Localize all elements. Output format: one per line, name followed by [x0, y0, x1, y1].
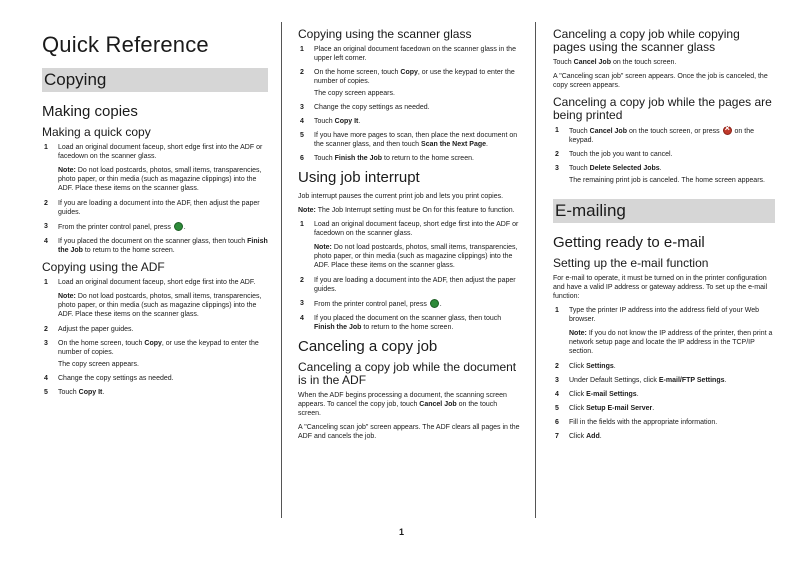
paragraph: When the ADF begins processing a document, the scanning screen appears. To cancel the copy job, touch Cancel Job on the touch screen. [298, 392, 507, 417]
heading-copying-adf: Copying using the ADF [42, 260, 165, 274]
heading-cancel-glass: Canceling a copy job while copying pages using the scanner glass [553, 27, 740, 54]
page-number: 1 [399, 527, 405, 537]
paragraph: A "Canceling scan job" screen appears. The ADF clears all pages in the ADF and cancels the job. [298, 424, 520, 440]
paragraph: Job interrupt pauses the current print job and lets you print copies. [298, 193, 504, 200]
heading-cancel-printing: Canceling a copy job while the pages are being printed [553, 95, 772, 122]
note: Note: The Job Interrupt setting must be On for this feature to function. [298, 207, 515, 214]
heading-ready-email: Getting ready to e-mail [553, 234, 705, 251]
list-item: 4 If you placed the document on the scanner glass, then touch Finish the Job to return to the home screen. [44, 238, 268, 254]
list-item: 4 Click E-mail Settings. [555, 391, 639, 398]
paragraph: A "Canceling scan job" screen appears. Once the job is canceled, the copy screen appears. [553, 73, 768, 89]
section-header-copying: Copying [42, 68, 268, 92]
list-item: 2 On the home screen, touch Copy, or use the keypad to enter the number of copies. The copy screen appears. [300, 69, 515, 97]
column-1 [42, 22, 268, 402]
list-item: 2 If you are loading a document into the ADF, then adjust the paper guides. [44, 200, 260, 216]
list-item: 2 Click Settings. [555, 363, 616, 370]
list-item: 4 Touch Copy It. [300, 118, 361, 125]
list-item: 3 On the home screen, touch Copy, or use the keypad to enter the number of copies. The copy screen appears. [44, 340, 259, 368]
list-item: 1 Load an original document faceup, short edge first into the ADF or facedown on the scanner glass. [300, 221, 519, 237]
document-title: Quick Reference [42, 32, 209, 57]
column-3 [553, 22, 775, 446]
note: Note: Do not load postcards, photos, small items, transparencies, photo paper, or thin media (such as magazine clippings) into the ADF. Place these items on the scanner glass. [58, 167, 262, 192]
list-item: 2 If you are loading a document into the ADF, then adjust the paper guides. [300, 277, 516, 293]
steps-quick-copy [42, 143, 268, 161]
list-item: 3 From the printer control panel, press . [300, 300, 442, 308]
list-item: 1 Place an original document facedown on the scanner glass in the upper left corner. [300, 46, 516, 62]
list-item: 1 Touch Cancel Job on the touch screen, or press × on the keypad. [553, 126, 775, 145]
heading-quick-copy: Making a quick copy [42, 125, 151, 139]
list-item: 5 Touch Copy It. [44, 389, 105, 396]
start-button-icon [174, 222, 183, 231]
start-button-icon [430, 299, 439, 308]
list-item: 6 Touch Finish the Job to return to the home screen. [300, 155, 474, 162]
note: Note: If you do not know the IP address of the printer, then print a network setup page and locate the IP address in the TCP/IP section. [569, 330, 773, 355]
paragraph: Touch Cancel Job on the touch screen. [553, 59, 677, 66]
list-item: 3 Change the copy settings as needed. [300, 104, 430, 111]
heading-scanner-glass: Copying using the scanner glass [298, 27, 472, 41]
list-item: 1 Load an original document faceup, short edge first into the ADF. [44, 279, 256, 286]
list-item: 4 Change the copy settings as needed. [44, 375, 174, 382]
list-item: 3 Touch Delete Selected Jobs. The remaining print job is canceled. The home screen appears. [555, 165, 765, 184]
list-item: 2 Touch the job you want to cancel. [555, 151, 673, 158]
list-item: 5 If you have more pages to scan, then place the next document on the scanner glass, and then touch Scan the Next Page. [300, 132, 518, 148]
list-item: 3 From the printer control panel, press . [44, 223, 186, 231]
note: Note: Do not load postcards, photos, small items, transparencies, photo paper, or thin media (such as magazine clippings) into the ADF. Place these items on the scanner glass. [58, 293, 262, 318]
column-divider [281, 22, 282, 518]
heading-cancel-adf: Canceling a copy job while the document is in the ADF [298, 360, 517, 387]
heading-cancel-copy-job: Canceling a copy job [298, 338, 438, 355]
heading-setup-email: Setting up the e-mail function [553, 256, 709, 270]
list-item: 4 If you placed the document on the scanner glass, then touch Finish the Job to return to the home screen. [300, 315, 502, 331]
list-item: 1 Type the printer IP address into the address field of your Web browser. [555, 307, 760, 323]
section-header-emailing: E-mailing [553, 199, 775, 223]
stop-button-icon [723, 126, 732, 135]
list-item: 1 Load an original document faceup, short edge first into the ADF or facedown on the scanner glass. [44, 144, 263, 160]
column-2 [298, 22, 520, 446]
list-item: 7 Click Add. [555, 433, 602, 440]
heading-job-interrupt: Using job interrupt [298, 169, 420, 186]
list-item: 5 Click Setup E-mail Server. [555, 405, 655, 412]
column-divider [535, 22, 536, 518]
note: Note: Do not load postcards, photos, small items, transparencies, photo paper, or thin media (such as magazine clippings) into the ADF. Place these items on the scanner glass. [314, 244, 518, 269]
list-item: 3 Under Default Settings, click E-mail/FTP Settings. [555, 377, 727, 384]
list-item: 6 Fill in the fields with the appropriate information. [555, 419, 718, 426]
paragraph: For e-mail to operate, it must be turned on in the printer configuration and have a valid IP address or gateway address. To set up the e-mail function: [553, 275, 768, 300]
heading-making-copies: Making copies [42, 103, 138, 120]
list-item: 2 Adjust the paper guides. [44, 326, 134, 333]
